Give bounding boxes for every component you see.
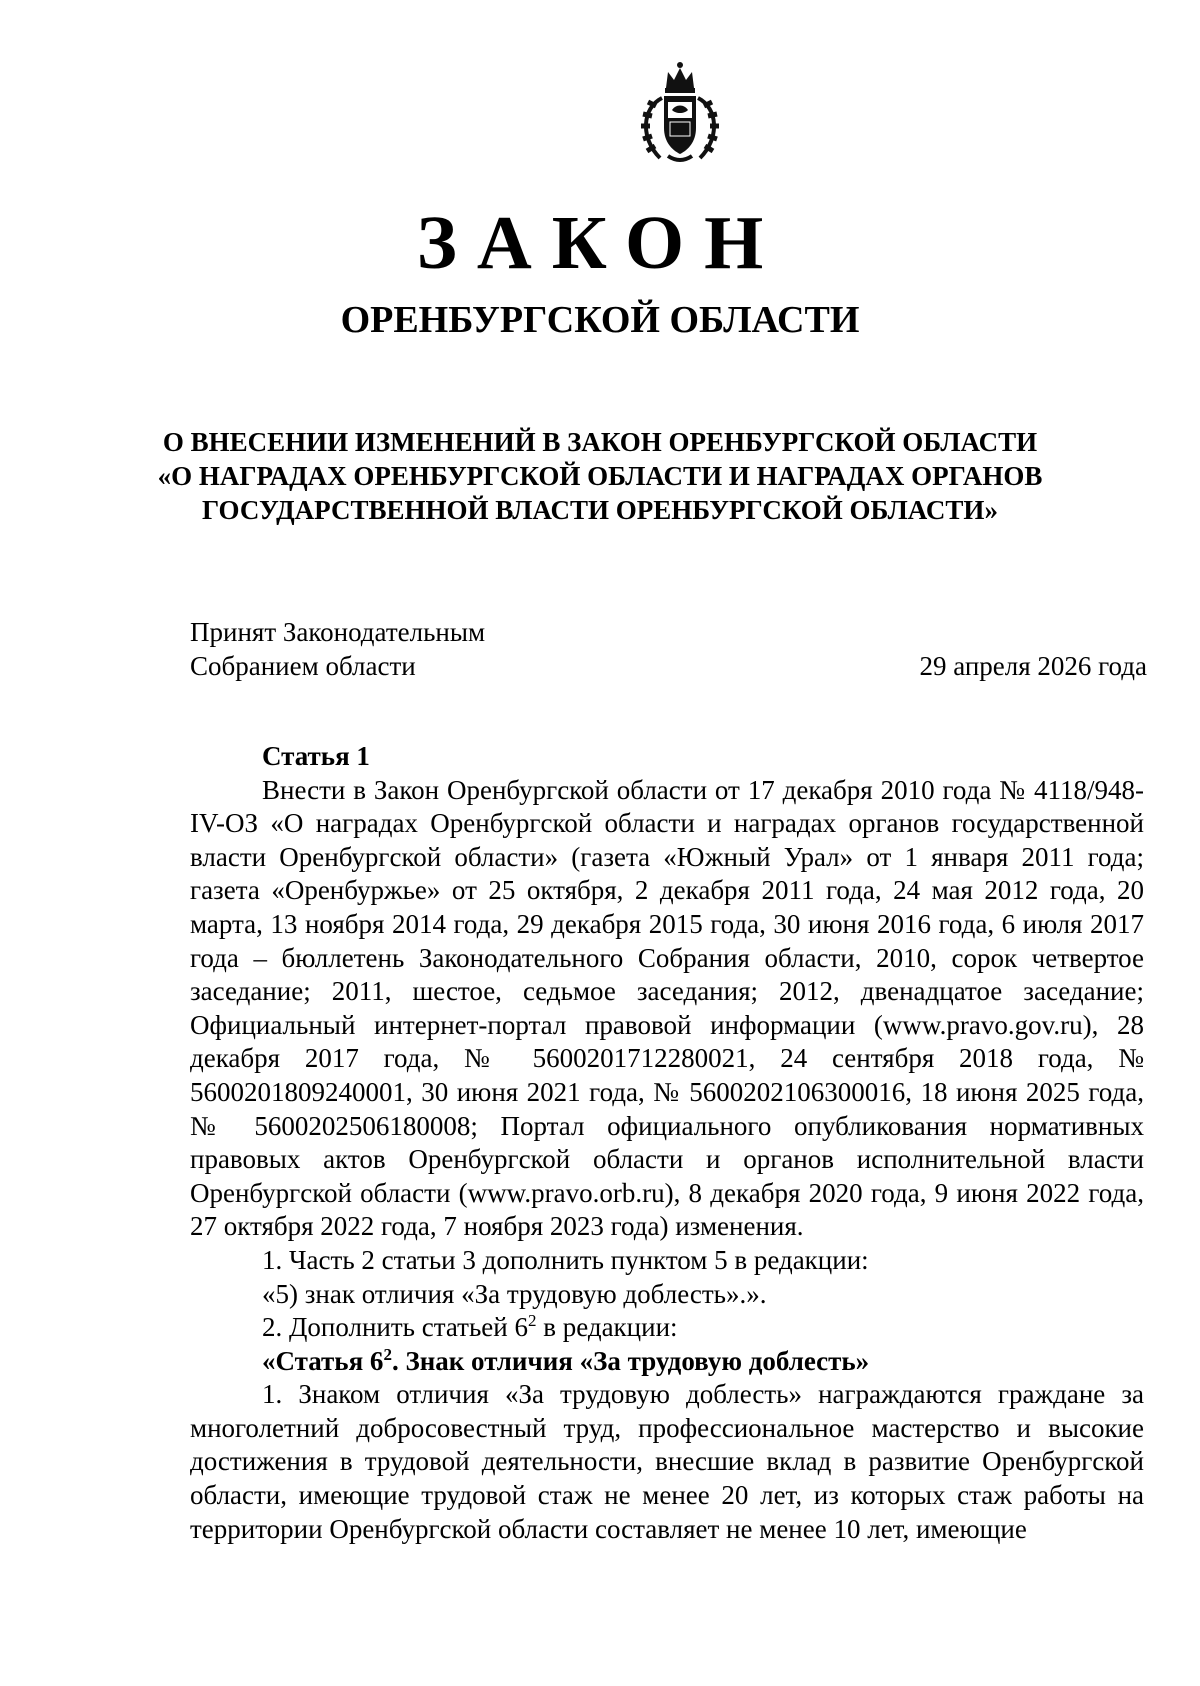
law-title: ЗАКОН: [416, 201, 784, 285]
new-article-title: [190, 1345, 1144, 1379]
new-article-prefix: «Статья 6: [262, 1345, 384, 1376]
heading-line: О ВНЕСЕНИИ ИЗМЕНЕНИЙ В ЗАКОН ОРЕНБУРГСКОЙ ОБЛАСТИ: [162, 427, 1038, 457]
item-1-quote: «5) знак отличия «За трудовую доблесть».».: [262, 1278, 767, 1309]
item-2-suffix: в редакции:: [536, 1312, 678, 1343]
article-1: [190, 740, 1144, 1546]
article-title: Статья 1: [262, 741, 370, 771]
item-2: [190, 1311, 1144, 1345]
item-1: 1. Часть 2 статьи 3 дополнить пунктом 5 в редакции:: [262, 1244, 869, 1275]
adoption-note: [190, 615, 485, 683]
adoption-date: 29 апреля 2026 года: [919, 651, 1147, 681]
new-article-sup: 2: [383, 1344, 392, 1364]
item-2-prefix: 2. Дополнить статьей 6: [262, 1312, 528, 1343]
law-subtitle: ОРЕНБУРГСКОЙ ОБЛАСТИ: [340, 299, 860, 341]
orenburg-coat-of-arms-icon: [632, 58, 728, 166]
adoption-line-1: Принят Законодательным: [190, 617, 486, 647]
article-intro: Внести в Закон Оренбургской области от 17 декабря 2010 года № 4118/948-IV-ОЗ «О наградах Оренбургской области и наградах органов государственной власти Оренбургской области» (газета «Южный Урал» от 1 января 2011 года; газета «Оренбуржье» от 25 октября, 2 декабря 2011 года, 24 мая 2012 года, 20 марта, 13 ноября 2014 года, 29 декабря 2015 года, 30 июня 2016 года, 6 июля 2017 года – бюллетень Законодательного Собрания области, 2010, сорок четвертое заседание; 2011, шестое, седьмое заседания; 2012, двенадцатое заседание; Официальный интернет-портал правовой информации (www.pravo.gov.ru), 28 декабря 2017 года, № 5600201712280021, 24 сентября 2018 года, № 5600201809240001, 30 июня 2021 года, № 5600202106300016, 18 июня 2025 года, № 5600202506180008; Портал официального опубликования нормативных правовых актов Оренбургской области и органов исполнительной власти Оренбургской области (www.pravo.orb.ru), 8 декабря 2020 года, 9 июня 2022 года, 27 октября 2022 года, 7 ноября 2023 года) изменения.: [190, 774, 1144, 1242]
heading-line: ГОСУДАРСТВЕННОЙ ВЛАСТИ ОРЕНБУРГСКОЙ ОБЛАСТИ»: [202, 495, 998, 525]
law-heading: [150, 425, 1050, 527]
adoption-line-2: Собранием области: [190, 651, 416, 681]
new-article-paragraph-1: 1. Знаком отличия «За трудовую доблесть» награждаются граждане за многолетний добросовестный труд, профессиональное мастерство и высокие достижения в трудовой деятельности, внесшие вклад в развитие Оренбургской области, имеющие трудовой стаж не менее 20 лет, из которых стаж работы на территории Оренбургской области составляет не менее 10 лет, имеющие: [190, 1379, 1144, 1544]
new-article-suffix: . Знак отличия «За трудовую доблесть»: [391, 1345, 870, 1376]
heading-line: «О НАГРАДАХ ОРЕНБУРГСКОЙ ОБЛАСТИ И НАГРАДАХ ОРГАНОВ: [157, 461, 1043, 491]
item-2-sup: 2: [527, 1311, 537, 1331]
